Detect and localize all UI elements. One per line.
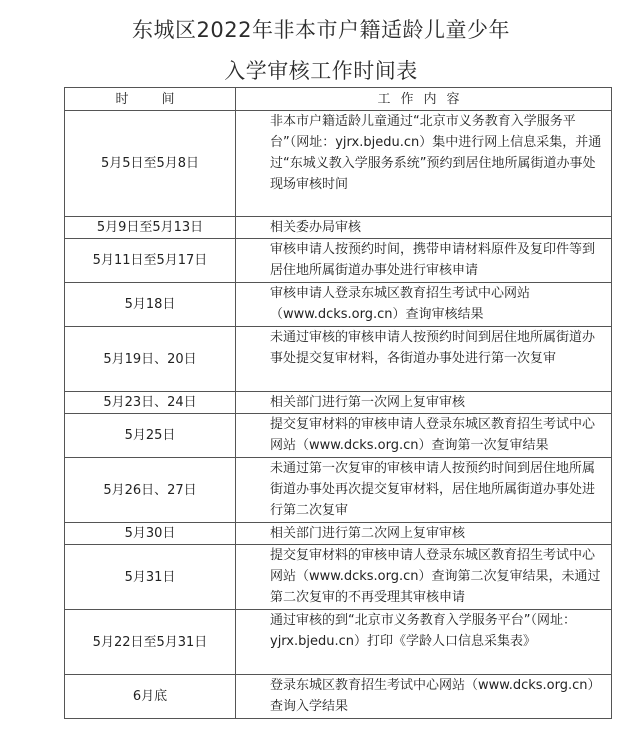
row-content-text: 相关部门进行第二次网上复审审核 xyxy=(270,526,466,541)
table-row xyxy=(65,392,612,414)
table-row xyxy=(65,675,612,719)
row-date: 6月底 xyxy=(65,675,236,719)
table-row xyxy=(65,327,612,392)
header-content: 工作内容 xyxy=(236,88,612,111)
table-row xyxy=(65,414,612,458)
table-header-row xyxy=(65,88,612,111)
row-date: 5月19日、20日 xyxy=(65,327,236,392)
row-content xyxy=(236,610,612,675)
row-content-text: 审核申请人按预约时间，携带申请材料原件及复印件等到居住地所属街道办事处进行审核申请 xyxy=(270,242,596,278)
row-content xyxy=(236,327,612,392)
table-row xyxy=(65,283,612,327)
row-content xyxy=(236,217,612,239)
row-content-text: 通过审核的到“北京市义务教育入学服务平台”（网址：yjrx.bjedu.cn）打印《学龄人口信息采集表》 xyxy=(270,613,576,649)
row-date: 5月18日 xyxy=(65,283,236,327)
row-content-text: 未通过审核的审核申请人按预约时间到居住地所属街道办事处提交复审材料，各街道办事处进行第一次复审 xyxy=(270,330,596,366)
row-content xyxy=(236,239,612,283)
row-content xyxy=(236,111,612,217)
schedule-table xyxy=(64,87,612,719)
row-date: 5月30日 xyxy=(65,523,236,545)
row-content-text: 提交复审材料的审核申请人登录东城区教育招生考试中心网站（www.dcks.org.cn）查询第一次复审结果 xyxy=(270,417,596,453)
row-content xyxy=(236,414,612,458)
row-content xyxy=(236,523,612,545)
table-row xyxy=(65,458,612,523)
table-row xyxy=(65,610,612,675)
row-content-text: 提交复审材料的审核申请人登录东城区教育招生考试中心网站（www.dcks.org.cn）查询第二次复审结果，未通过第二次复审的不再受理其审核申请 xyxy=(270,548,601,605)
row-content-text: 审核申请人登录东城区教育招生考试中心网站（www.dcks.org.cn）查询审核结果 xyxy=(270,286,531,322)
table-row xyxy=(65,111,612,217)
header-time: 时 间 xyxy=(65,88,236,111)
row-content xyxy=(236,545,612,610)
row-date: 5月22日至5月31日 xyxy=(65,610,236,675)
table-row xyxy=(65,217,612,239)
row-content xyxy=(236,675,612,719)
table-row xyxy=(65,545,612,610)
row-content-text: 相关委办局审核 xyxy=(270,220,362,235)
row-date: 5月25日 xyxy=(65,414,236,458)
row-content-text: 非本市户籍适龄儿童通过“北京市义务教育入学服务平台”（网址：yjrx.bjedu.cn）集中进行网上信息采集，并通过“东城义教入学服务系统”预约到居住地所属街道办事处现场审核时间 xyxy=(270,114,602,192)
row-date: 5月31日 xyxy=(65,545,236,610)
document-title-line-2: 入学审核工作时间表 xyxy=(224,59,418,83)
row-content-text: 相关部门进行第一次网上复审审核 xyxy=(270,395,466,410)
table-row xyxy=(65,523,612,545)
row-content xyxy=(236,392,612,414)
row-date: 5月5日至5月8日 xyxy=(65,111,236,217)
row-content xyxy=(236,458,612,523)
document-title-line-1: 东城区2022年非本市户籍适龄儿童少年 xyxy=(132,18,510,42)
row-date: 5月26日、27日 xyxy=(65,458,236,523)
row-content-text: 登录东城区教育招生考试中心网站（www.dcks.org.cn）查询入学结果 xyxy=(270,678,601,714)
row-date: 5月11日至5月17日 xyxy=(65,239,236,283)
row-date: 5月23日、24日 xyxy=(65,392,236,414)
row-content-text: 未通过第一次复审的审核申请人按预约时间到居住地所属街道办事处再次提交复审材料，居住地所属街道办事处进行第二次复审 xyxy=(270,461,596,518)
row-date: 5月9日至5月13日 xyxy=(65,217,236,239)
table-row xyxy=(65,239,612,283)
row-content xyxy=(236,283,612,327)
